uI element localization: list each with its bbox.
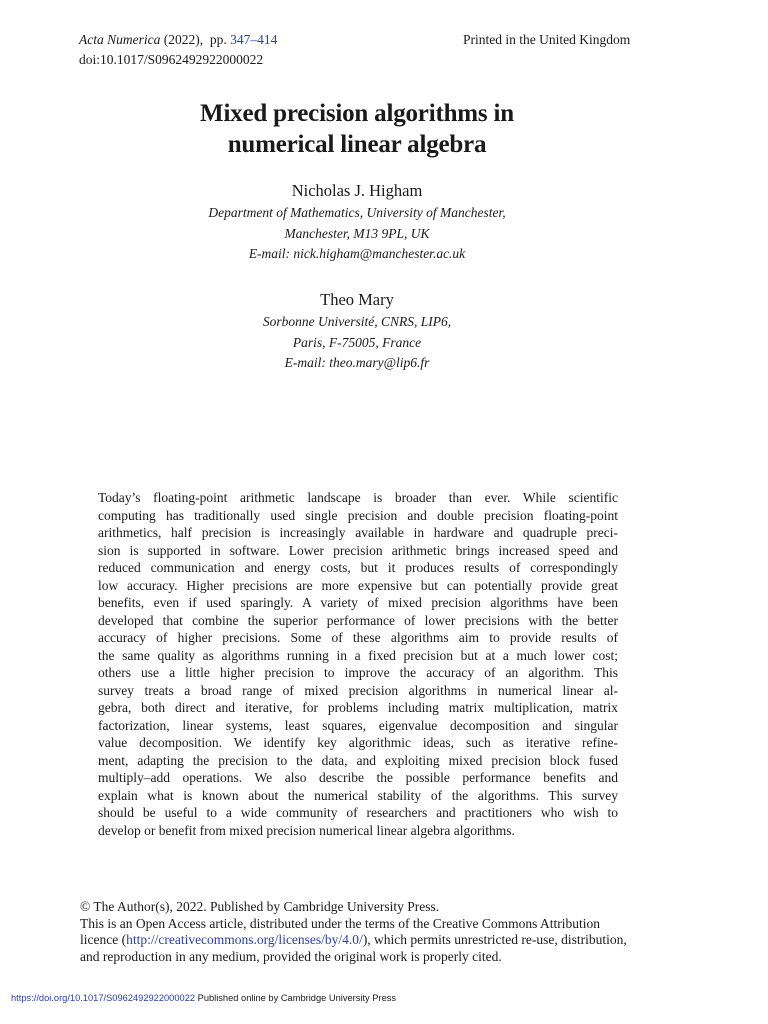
paper-title	[80, 98, 634, 160]
published-online-text: Published online by Cambridge University Press	[195, 993, 397, 1003]
abstract-line: others use a little higher precision to improve the accuracy of an algorithm. This	[98, 665, 618, 680]
abstract-line: explain what is known about the numerical stability of the algorithms. This survey	[98, 787, 618, 803]
author-name: Nicholas J. Higham	[291, 181, 423, 200]
license-line	[80, 932, 640, 949]
doi-link[interactable]: https://doi.org/10.1017/S0962492922000022	[11, 993, 196, 1003]
abstract-line: computing has traditionally used single precision and double precision floating-point	[98, 507, 618, 523]
journal-name: Acta Numerica	[79, 32, 161, 47]
abstract-line: accuracy of higher precisions. Some of these algorithms aim to provide results of	[98, 630, 618, 645]
author-name: Theo Mary	[320, 290, 394, 309]
affiliation-line: Department of Mathematics, University of Manchester,	[208, 205, 506, 220]
license-prefix: licence (	[80, 932, 127, 947]
abstract-line: multiply–add operations. We also describe the possible performance benefits and	[98, 770, 618, 785]
abstract-line: value decomposition. We identify key algorithmic ideas, such as iterative refine-	[98, 735, 618, 750]
email-line: E-mail: theo.mary@lip6.fr	[284, 355, 430, 370]
license-url-link[interactable]: http://creativecommons.org/licenses/by/4.0/	[126, 932, 363, 947]
abstract-line: reduced communication and energy costs, but it produces results of correspondingly	[98, 560, 618, 575]
license-line: and reproduction in any medium, provided the original work is properly cited.	[80, 948, 502, 964]
abstract-line: the same quality as algorithms running in a fixed precision but at a much lower cost;	[98, 647, 618, 663]
title-line: Mixed precision algorithms in	[200, 100, 514, 127]
email-line: E-mail: nick.higham@manchester.ac.uk	[248, 246, 466, 261]
journal-citation	[79, 31, 277, 49]
license-suffix: ), which permits unrestricted re-use, distribution,	[362, 932, 627, 947]
affiliation-line: Sorbonne Université, CNRS, LIP6,	[262, 314, 452, 329]
abstract-line: develop or benefit from mixed precision numerical linear algebra algorithms.	[98, 822, 515, 838]
affiliation-line: Paris, F-75005, France	[292, 334, 422, 350]
abstract-line: low accuracy. Higher precisions are more expensive but can potentially provide great	[98, 577, 618, 593]
license-footer	[80, 899, 640, 965]
abstract-line: Today’s floating-point arithmetic landscape is broader than ever. While scientific	[98, 490, 618, 505]
copyright-line: © The Author(s), 2022. Published by Cambridge University Press.	[80, 899, 440, 914]
abstract-line: should be useful to a wide community of researchers and practitioners who wish to	[98, 805, 618, 820]
title-line: numerical linear algebra	[227, 131, 487, 158]
abstract-line: arithmetics, half precision is increasingly available in hardware and quadruple preci-	[98, 525, 618, 540]
doi-text: doi:10.1017/S0962492922000022	[79, 52, 264, 67]
license-line: This is an Open Access article, distributed under the terms of the Creative Commons Attribution	[80, 915, 601, 931]
printed-notice: Printed in the United Kingdom	[463, 32, 631, 47]
pages-link[interactable]: 347–414	[230, 32, 278, 47]
affiliation-line: Manchester, M13 9PL, UK	[284, 225, 430, 241]
abstract-line: survey treats a broad range of mixed precision algorithms in numerical linear al-	[98, 682, 618, 698]
abstract-line: factorization, linear systems, least squares, eigenvalue decomposition and singular	[98, 717, 618, 733]
year-pages-prefix: (2022), pp.	[160, 32, 231, 47]
abstract-line: gebra, both direct and iterative, for problems including matrix multiplication, matrix	[98, 700, 618, 715]
abstract	[98, 489, 618, 839]
author-affiliation	[80, 312, 634, 374]
abstract-line: ment, adapting the precision to the data, and exploiting mixed precision block fused	[98, 752, 618, 768]
publisher-bar	[11, 992, 396, 1005]
author-affiliation	[80, 203, 634, 265]
abstract-line: sion is supported in software. Lower precision arithmetic brings increased speed and	[98, 542, 618, 558]
abstract-line: developed that combine the superior performance of lower precisions with the better	[98, 612, 618, 628]
abstract-line: benefits, even if used sparingly. A variety of mixed precision algorithms have been	[98, 595, 618, 610]
